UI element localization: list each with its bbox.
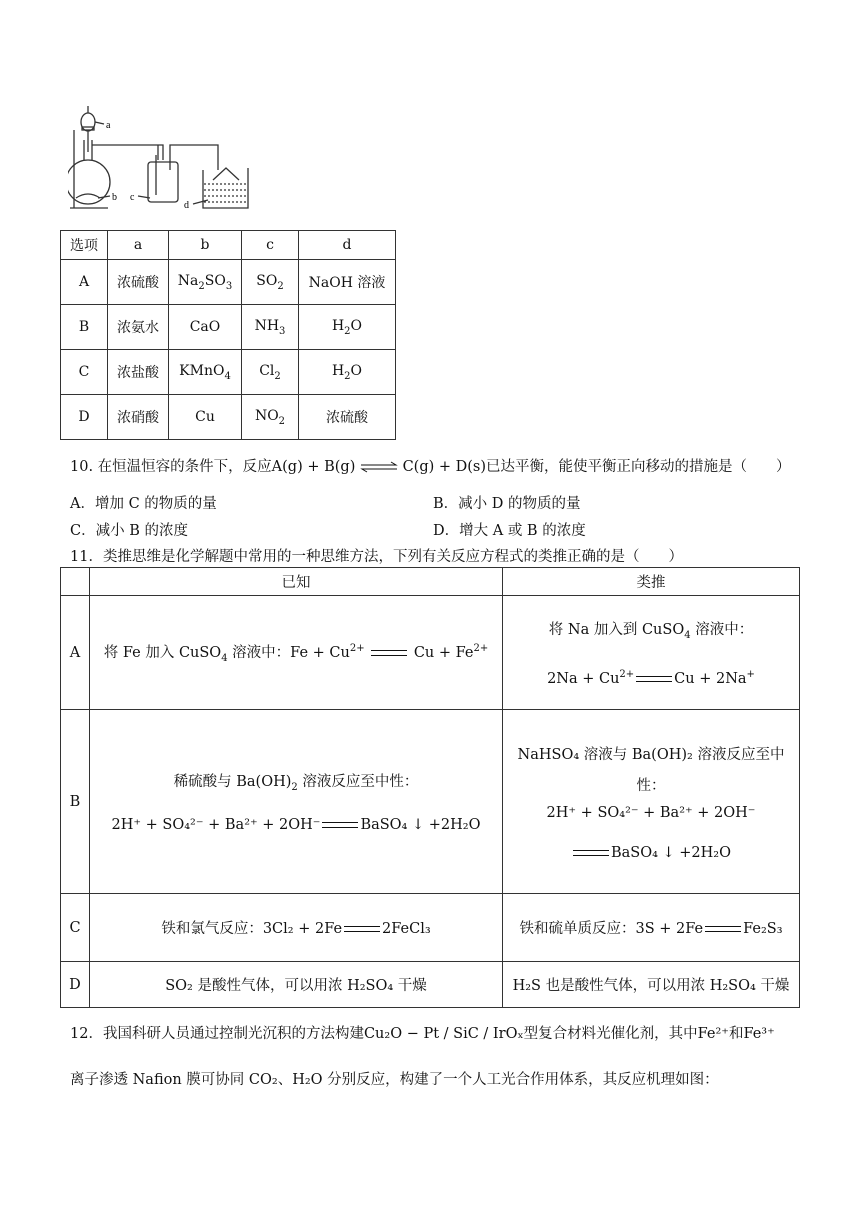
option-label: B — [61, 305, 108, 350]
header-cell: a — [108, 231, 169, 260]
q10-stem: 10. 在恒温恒容的条件下，反应A(g) + B(g) C(g) + D(s)已达平衡，能使平衡正向移动的措施是（ ） — [70, 459, 791, 475]
table-row — [61, 710, 800, 894]
apparatus-figure — [68, 100, 258, 215]
equals-sign-icon — [705, 926, 741, 932]
header-cell: 类推 — [503, 568, 800, 596]
absorbent-d: 浓硫酸 — [299, 395, 396, 440]
row-label: C — [61, 894, 90, 962]
gas-c: $NO_2$ — [242, 395, 299, 440]
row-label: D — [61, 962, 90, 1008]
q10-option: C．减小 B 的浓度 — [70, 523, 188, 539]
option-label: A — [61, 260, 108, 305]
q11-stem: 11．类推思维是化学解题中常用的一种思维方法，下列有关反应方程式的类推正确的是（ ） — [70, 549, 683, 565]
reagent-a: 浓氨水 — [108, 305, 169, 350]
table-row — [61, 350, 396, 395]
label-d: d — [184, 200, 189, 211]
known-cell: SO₂ 是酸性气体，可以用浓 H₂SO₄ 干燥 — [90, 962, 503, 1008]
q10-option: B．减小 D 的物质的量 — [433, 496, 581, 512]
table-row — [61, 260, 396, 305]
reagent-b: $Na_2SO_3$ — [169, 260, 242, 305]
q10-option: A．增加 C 的物质的量 — [70, 496, 217, 512]
analogy-table — [60, 567, 800, 1008]
reagent-b: Cu — [169, 395, 242, 440]
known-cell: 将 Fe 加入 CuSO$_4$ 溶液中：$Fe + Cu^{2+}$ $Cu + Fe^{2+}$ — [90, 596, 503, 710]
equals-sign-icon — [371, 650, 407, 656]
known-cell: 稀硫酸与 $Ba(OH)_2$ 溶液反应至中性： 2H⁺ + SO₄²⁻ + Ba²⁺ + 2OH⁻ BaSO₄ ↓ +2H₂O — [90, 710, 503, 894]
label-b: b — [112, 192, 117, 203]
q12-stem-line2: 离子渗透 Nafion 膜可协同 CO₂、H₂O 分别反应，构建了一个人工光合作用体系，其反应机理如图： — [70, 1072, 719, 1088]
known-cell: 铁和氯气反应：3Cl₂ + 2Fe 2FeCl₃ — [90, 894, 503, 962]
options-table — [60, 230, 396, 440]
inference-cell: 将 Na 加入到 CuSO$_4$ 溶液中： $2Na + Cu^{2+}$ Cu + 2Na+ — [503, 596, 800, 710]
equilibrium-arrow-icon — [360, 461, 398, 473]
gas-c: $Cl_2$ — [242, 350, 299, 395]
header-cell: 选项 — [61, 231, 108, 260]
table-row — [61, 596, 800, 710]
inference-cell: H₂S 也是酸性气体，可以用浓 H₂SO₄ 干燥 — [503, 962, 800, 1008]
row-label: A — [61, 596, 90, 710]
label-a: a — [106, 120, 111, 131]
reagent-b: CaO — [169, 305, 242, 350]
table-row — [61, 962, 800, 1008]
equals-sign-icon — [322, 822, 358, 828]
option-label: D — [61, 395, 108, 440]
row-label: B — [61, 710, 90, 894]
header-cell: c — [242, 231, 299, 260]
header-cell — [61, 568, 90, 596]
table-row — [61, 894, 800, 962]
reagent-a: 浓硫酸 — [108, 260, 169, 305]
absorbent-d: $H_2O$ — [299, 350, 396, 395]
label-c: c — [130, 192, 135, 203]
q10-option: D．增大 A 或 B 的浓度 — [433, 523, 586, 539]
table-header-row — [61, 568, 800, 596]
q12-stem-line1: 12．我国科研人员通过控制光沉积的方法构建Cu₂O − Pt / SiC / IrOₓ型复合材料光催化剂，其中Fe²⁺和Fe³⁺ — [70, 1026, 775, 1042]
absorbent-d: $H_2O$ — [299, 305, 396, 350]
table-row — [61, 395, 396, 440]
table-row — [61, 305, 396, 350]
absorbent-d: NaOH 溶液 — [299, 260, 396, 305]
header-cell: d — [299, 231, 396, 260]
header-cell: 已知 — [90, 568, 503, 596]
header-cell: b — [169, 231, 242, 260]
option-label: C — [61, 350, 108, 395]
table-header-row — [61, 231, 396, 260]
reagent-a: 浓盐酸 — [108, 350, 169, 395]
gas-c: $SO_2$ — [242, 260, 299, 305]
reagent-b: KMnO$_4$ — [169, 350, 242, 395]
inference-cell: NaHSO₄ 溶液与 Ba(OH)₂ 溶液反应至中 性： 2H⁺ + SO₄²⁻ + Ba²⁺ + 2OH⁻ BaSO₄ ↓ +2H₂O — [503, 710, 800, 894]
equals-sign-icon — [636, 676, 672, 682]
reagent-a: 浓硝酸 — [108, 395, 169, 440]
inference-cell: 铁和硫单质反应：3S + 2Fe Fe₂S₃ — [503, 894, 800, 962]
gas-c: $NH_3$ — [242, 305, 299, 350]
equals-sign-icon — [573, 850, 609, 856]
equals-sign-icon — [344, 926, 380, 932]
